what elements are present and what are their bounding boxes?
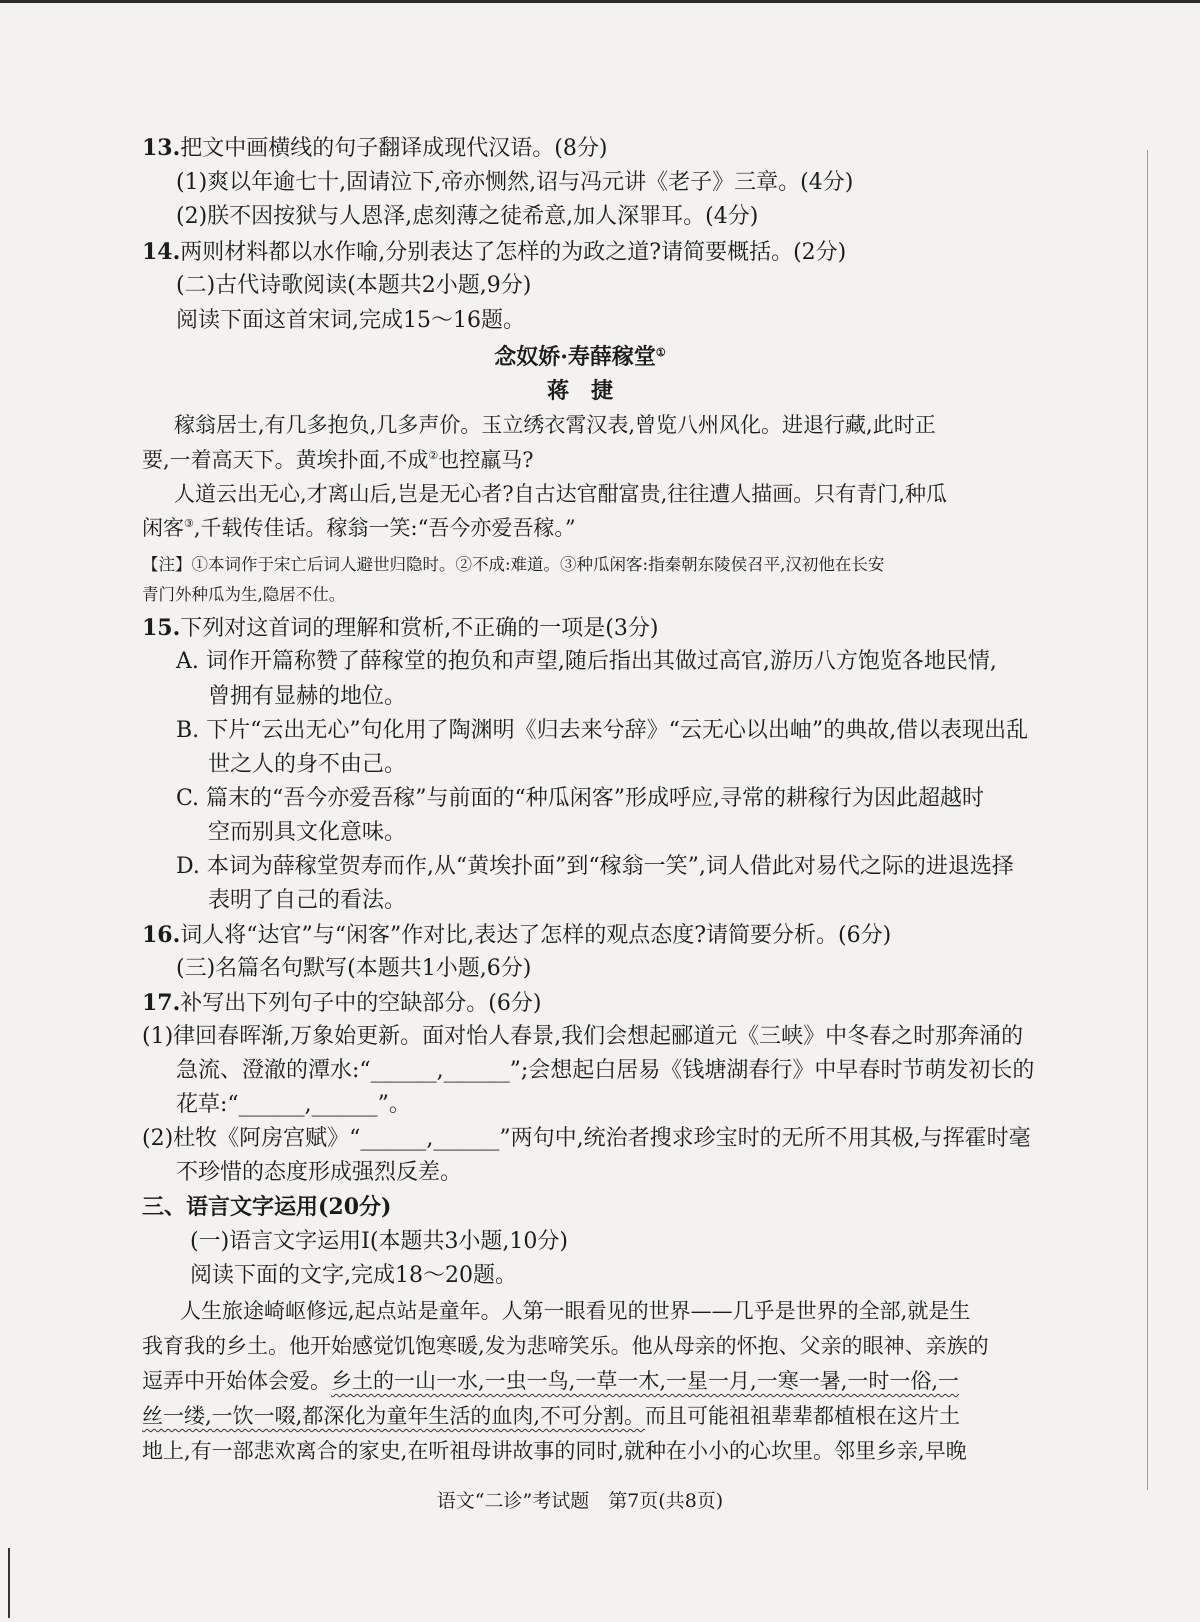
wavy-underlined-text: 乡土的一山一水,一虫一鸟,一草一木,一星一月,一寒一暑,一时一俗,一: [331, 1369, 960, 1393]
question-17: [142, 988, 541, 1019]
page-footer: 语文“二诊”考试题 第7页(共8页): [436, 1490, 724, 1512]
question-13: [142, 133, 607, 164]
poem-line: [142, 445, 534, 475]
question-stem: 两则材料都以水作喻,分别表达了怎样的为政之道?请简要概括。(2分): [180, 240, 847, 265]
poem-title-text: 念奴娇·寿薛稼堂: [494, 344, 656, 370]
q13-sub2: (2)朕不因按狱与人恩泽,虑刻薄之徒希意,加人深罪耳。(4分): [176, 204, 759, 229]
poem-note: 【注】①本词作于宋亡后词人避世归隐时。②不成:难道。③种瓜闲客:指秦朝东陵侯召平,汉初他在长安: [142, 555, 885, 574]
footnote-marker: ③: [184, 517, 194, 530]
poem-text: 要,一着高天下。黄埃扑面,不成: [142, 448, 429, 472]
question-stem: 把文中画横线的句子翻译成现代汉语。(8分): [180, 136, 608, 161]
wavy-underlined-text: 丝一缕,一饮一啜,都深化为童年生活的血肉,不可分割。: [142, 1404, 646, 1428]
top-border: [0, 0, 1200, 3]
poem-text: 闲客: [142, 516, 184, 540]
q17-sub1: (1)律回春晖渐,万象始更新。面对怡人春景,我们会想起郦道元《三峡》中冬春之时那奔涌的: [142, 1024, 1024, 1049]
poem-text: ,千载传佳话。稼翁一笑:“吾今亦爱吾稼。”: [193, 516, 576, 540]
poem-line: 人道云出无心,才离山后,岂是无心者?自古达官酣富贵,往往遭人描画。只有青门,种瓜: [174, 482, 947, 506]
passage-line: 人生旅途崎岖修远,起点站是童年。人第一眼看见的世界——几乎是世界的全部,就是生: [180, 1299, 971, 1323]
question-number: 15.: [142, 615, 181, 641]
passage-text: 而且可能祖祖辈辈都植根在这片土: [645, 1404, 961, 1428]
passage-line: [142, 1366, 959, 1396]
language-intro: 阅读下面的文字,完成18～20题。: [190, 1263, 517, 1288]
option-d-cont: 表明了自己的看法。: [208, 888, 407, 913]
language-section-heading: 三、语言文字运用(20分): [142, 1194, 392, 1220]
poetry-intro: 阅读下面这首宋词,完成15～16题。: [176, 308, 525, 333]
q17-sub2: (2)杜牧《阿房宫赋》“______,______”两句中,统治者搜求珍宝时的无所不用其极,与挥霍时毫: [142, 1126, 1031, 1151]
q17-sub2-cont: 不珍惜的态度形成强烈反差。: [176, 1160, 463, 1185]
poem-line: 稼翁居士,有几多抱负,几多声价。玉立绣衣霄汉表,曾览八州风化。进退行藏,此时正: [174, 413, 936, 437]
poem-text: 也控羸马?: [438, 448, 534, 472]
question-14: [142, 237, 846, 268]
question-stem: 词人将“达官”与“闲客”作对比,表达了怎样的观点态度?请简要分析。(6分): [180, 923, 892, 948]
poetry-section-heading: (二)古代诗歌阅读(本题共2小题,9分): [176, 273, 532, 298]
q17-sub1-cont: 急流、澄澈的潭水:“______,______”;会想起白居易《钱塘湖春行》中早春时节萌发初长的: [176, 1058, 1035, 1083]
passage-line: [142, 1401, 960, 1431]
option-a: A. 词作开篇称赞了薛稼堂的抱负和声望,随后指出其做过高官,游历八方饱览各地民情,: [176, 649, 997, 674]
question-number: 17.: [142, 990, 181, 1016]
question-number: 16.: [142, 922, 181, 948]
poem-author: 蒋 捷: [546, 378, 613, 404]
option-d: D. 本词为薛稼堂贺寿而作,从“黄埃扑面”到“稼翁一笑”,词人借此对易代之际的进退选择: [176, 854, 1014, 879]
option-b: B. 下片“云出无心”句化用了陶渊明《归去来兮辞》“云无心以出岫”的典故,借以表现出乱: [176, 718, 1029, 743]
question-number: 13.: [142, 135, 181, 161]
poem-note: 青门外种瓜为生,隐居不仕。: [142, 585, 346, 604]
passage-line: 地上,有一部悲欢离合的家史,在听祖母讲故事的同时,就种在小小的心坎里。邻里乡亲,早晚: [142, 1439, 967, 1463]
poem-title: [0, 342, 1160, 372]
question-15: [142, 613, 658, 644]
question-number: 14.: [142, 239, 181, 265]
corner-mark: [8, 1548, 10, 1618]
option-c-cont: 空而别具文化意味。: [208, 820, 407, 845]
passage-line: 我育我的乡土。他开始感觉饥饱寒暖,发为悲啼笑乐。他从母亲的怀抱、父亲的眼神、亲族的: [142, 1334, 989, 1358]
poem-line: [142, 513, 576, 543]
option-c: C. 篇末的“吾今亦爱吾稼”与前面的“种瓜闲客”形成呼应,寻常的耕稼行为因此超越时: [176, 786, 985, 811]
recite-section-heading: (三)名篇名句默写(本题共1小题,6分): [176, 956, 532, 981]
option-b-cont: 世之人的身不由己。: [208, 752, 407, 777]
language-subsection-heading: (一)语言文字运用Ⅰ(本题共3小题,10分): [190, 1229, 569, 1254]
passage-text: 逗弄中开始体会爱。: [142, 1369, 331, 1393]
option-a-cont: 曾拥有显赫的地位。: [208, 684, 407, 709]
q13-sub1: (1)爽以年逾七十,固请泣下,帝亦恻然,诏与冯元讲《老子》三章。(4分): [176, 170, 854, 195]
footnote-marker: ①: [655, 346, 666, 359]
footnote-marker: ②: [428, 449, 439, 462]
question-16: [142, 920, 891, 951]
question-stem: 下列对这首词的理解和赏析,不正确的一项是(3分): [180, 616, 659, 641]
q17-sub1-cont: 花草:“______,______”。: [176, 1092, 411, 1117]
question-stem: 补写出下列句子中的空缺部分。(6分): [180, 991, 542, 1016]
